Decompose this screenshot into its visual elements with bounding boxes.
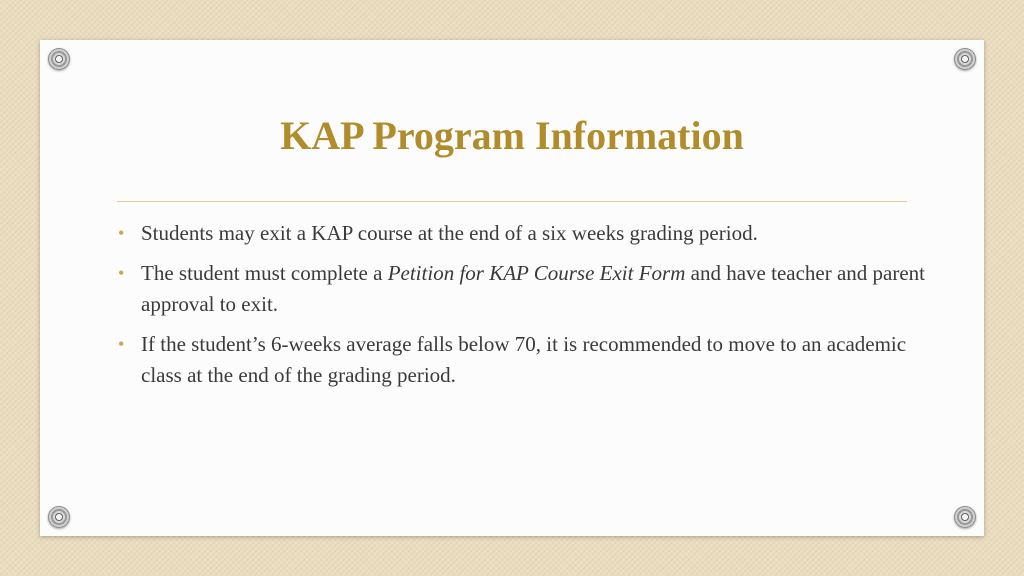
bullet-icon: • (118, 263, 125, 283)
bullet-item-average-below-70 (118, 329, 948, 391)
slide-card (40, 40, 984, 536)
bullet-text-end: and have teacher and parent approval to exit. (141, 261, 926, 316)
grommet-bottom-left-icon (48, 506, 70, 528)
bullet-icon: • (118, 223, 125, 243)
bullet-text: If the student’s 6-weeks average falls below 70, it is recommended to move to an academic class at the end of the grading period. (141, 332, 907, 387)
bullet-text: Students may exit a KAP course at the end of a six weeks grading period. (141, 221, 758, 245)
petition-form-name: Petition for KAP Course Exit Form (387, 261, 686, 285)
grommet-top-right-icon (954, 48, 976, 70)
grommet-top-left-icon (48, 48, 70, 70)
title-divider (117, 201, 907, 202)
slide-title: KAP Program Information (280, 113, 744, 158)
bullet-text-start: The student must complete a (141, 261, 388, 285)
bullet-list (118, 218, 948, 400)
bullet-icon: • (118, 334, 125, 354)
bullet-item-petition-form (118, 258, 948, 320)
grommet-bottom-right-icon (954, 506, 976, 528)
bullet-item-exit-timing (118, 218, 948, 249)
